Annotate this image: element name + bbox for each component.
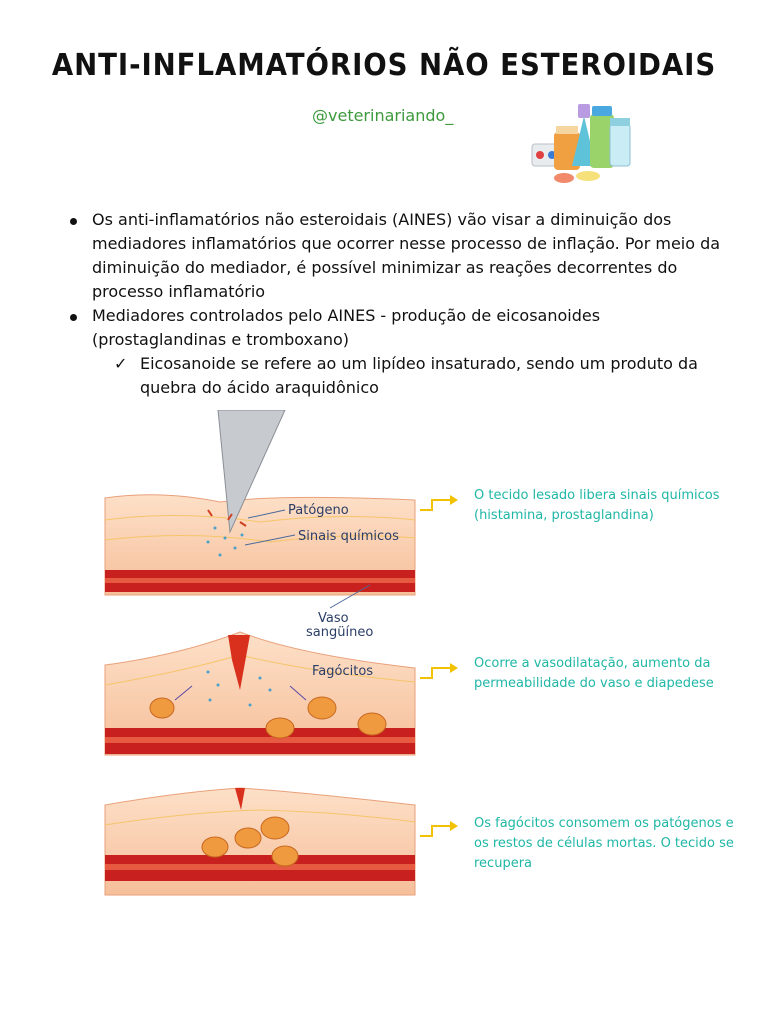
bullet-item — [64, 208, 724, 304]
sub-bullet-item — [64, 352, 724, 400]
checkmark-icon: ✓ — [114, 354, 128, 373]
bullet-dot-icon — [70, 218, 77, 225]
page-title: ANTI-INFLAMATÓRIOS NÃO ESTEROIDAIS — [51, 48, 717, 83]
medicine-bottles-icon — [528, 96, 638, 186]
bullet-text: Os anti-inflamatórios não esteroidais (AINES) vão visar a diminuição dos mediadores inflamatórios que ocorrer nesse processo de inflação. Por meio da diminuição do mediador, é possível minimizar as reações decorrentes do processo inflamatório — [92, 210, 721, 301]
bullet-item — [64, 304, 724, 352]
label-sinais: Sinais químicos — [298, 529, 399, 544]
sub-bullet-text: Eicosanoide se refere ao um lipídeo insaturado, sendo um produto da quebra do ácido araquidônico — [140, 354, 698, 397]
label-patogeno: Patógeno — [288, 503, 349, 518]
callout-step-1: O tecido lesado libera sinais químicos (histamina, prostaglandina) — [474, 488, 720, 523]
label-sanguineo: sangüíneo — [306, 625, 374, 640]
callout-step-3: Os fagócitos consomem os patógenos e os restos de células mortas. O tecido se recupera — [474, 816, 734, 871]
arrow-icon — [420, 820, 460, 840]
label-vaso: Vaso — [318, 611, 349, 626]
label-fagocitos: Fagócitos — [312, 664, 374, 679]
arrow-icon — [420, 662, 460, 682]
arrow-icon — [420, 494, 460, 514]
callout-step-2: Ocorre a vasodilatação, aumento da permeabilidade do vaso e diapedese — [474, 656, 714, 691]
bullet-text: Mediadores controlados pelo AINES - produção de eicosanoides (prostaglandinas e tromboxano) — [92, 306, 601, 349]
bullet-dot-icon — [70, 314, 77, 321]
author-handle: @veterinariando_ — [312, 106, 454, 125]
inflammation-diagram — [100, 410, 430, 900]
